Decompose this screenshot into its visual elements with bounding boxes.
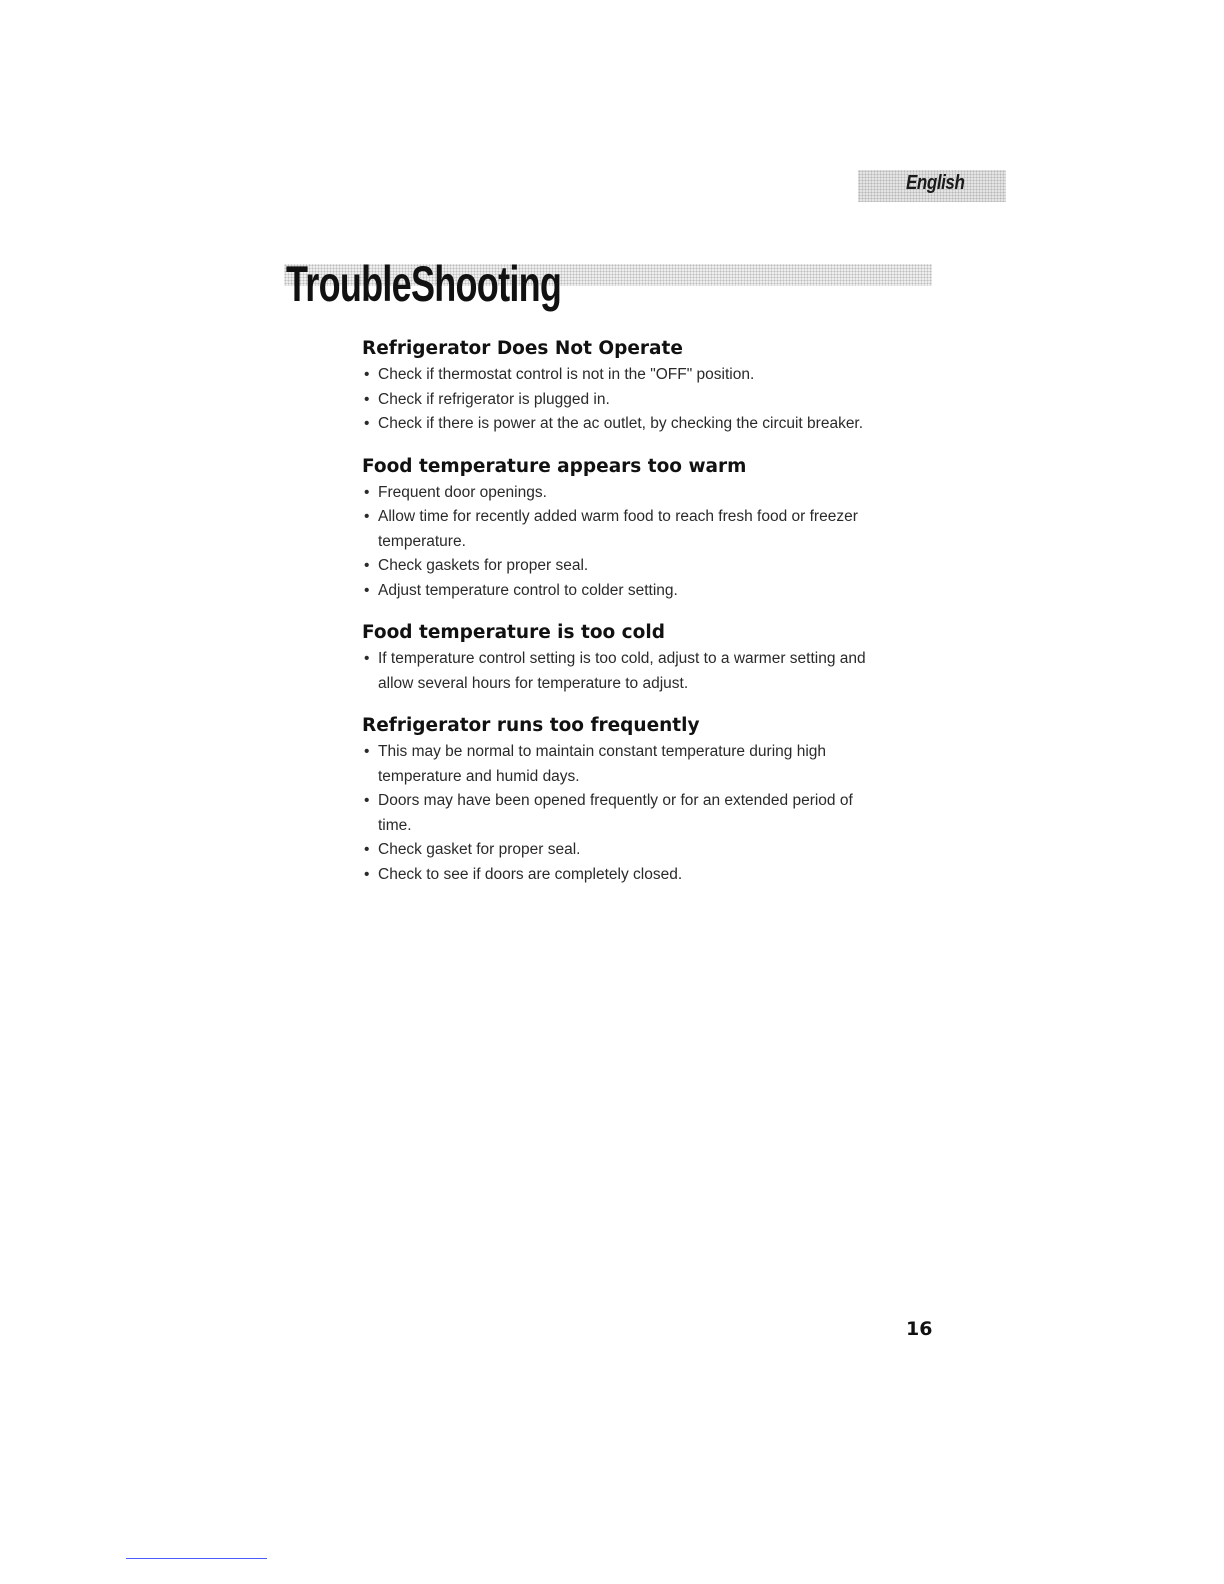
list-item: • Check if thermostat control is not in the "OFF" position. [362,363,962,388]
item-list [362,481,962,604]
list-item: • Check to see if doors are completely closed. [362,863,962,888]
section-does-not-operate [362,336,962,437]
list-item: • Check gasket for proper seal. [362,838,962,863]
section-heading: Refrigerator Does Not Operate [362,338,683,359]
list-item: • If temperature control setting is too cold, adjust to a warmer setting and allow several hours for temperature to adjust. [362,647,898,696]
item-list [362,647,962,696]
list-item: • Doors may have been opened frequently or for an extended period of time. [362,789,858,838]
section-too-warm [362,454,962,604]
section-too-cold [362,620,962,696]
list-item: • Adjust temperature control to colder setting. [362,579,962,604]
list-item: • Frequent door openings. [362,481,962,506]
item-list [362,740,962,887]
item-list [362,363,962,437]
list-item: • Check gaskets for proper seal. [362,554,962,579]
list-item: • Check if refrigerator is plugged in. [362,388,962,413]
footer-rule [126,1558,267,1559]
section-heading: Food temperature appears too warm [362,455,747,477]
page-number: 16 [906,1318,933,1340]
list-item: • Allow time for recently added warm food to reach fresh food or freezer temperature. [362,505,878,554]
language-label: English [906,172,965,194]
section-heading: Food temperature is too cold [362,622,665,643]
page-title: TroubleShooting [286,256,562,312]
section-runs-frequently [362,713,962,887]
list-item: • Check if there is power at the ac outlet, by checking the circuit breaker. [362,412,962,437]
section-heading: Refrigerator runs too frequently [362,715,700,736]
troubleshooting-content [362,336,962,904]
list-item: • This may be normal to maintain constant temperature during high temperature and humid days. [362,740,858,789]
